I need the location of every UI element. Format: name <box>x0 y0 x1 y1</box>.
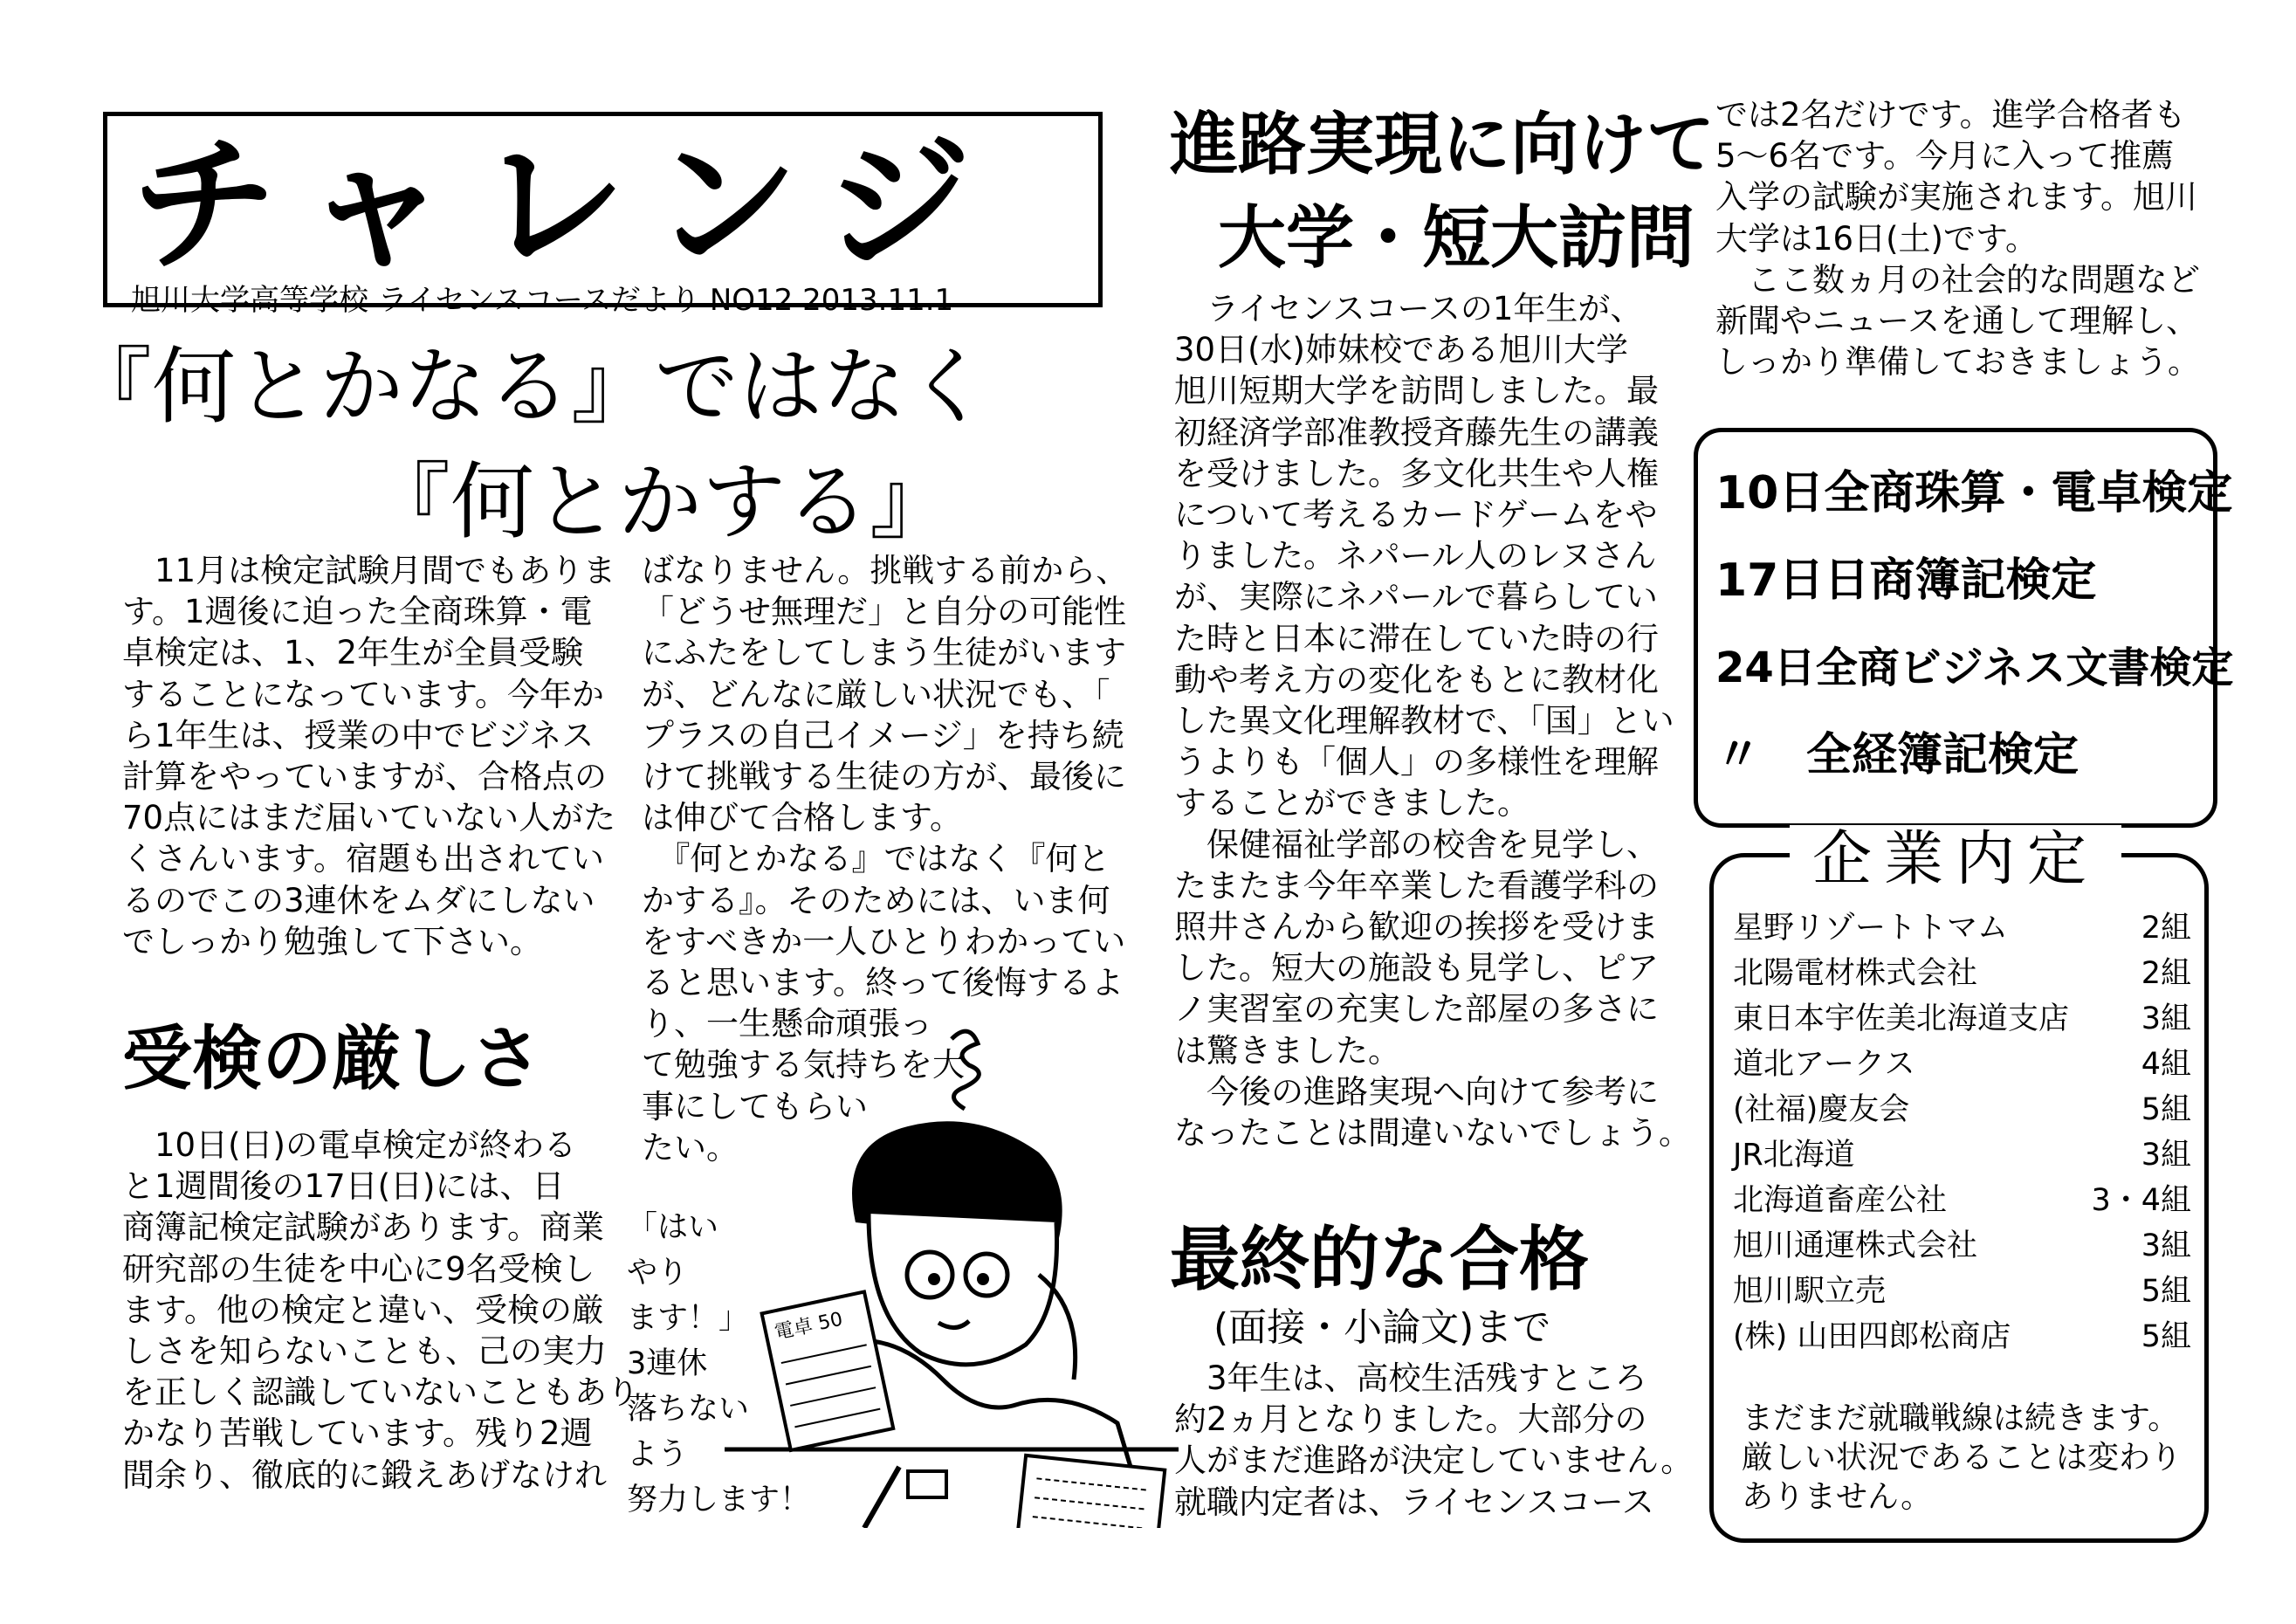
company-name: (社福)慶友会 <box>1733 1092 1910 1127</box>
company-row <box>1733 1090 2191 1130</box>
company-group: 2組 <box>2141 911 2191 946</box>
company-group: 3組 <box>2141 1001 2191 1036</box>
student-cartoon <box>725 1013 1179 1528</box>
company-group: 3・4組 <box>2091 1183 2191 1218</box>
column-3-heading-1: 進路実現に向けて <box>1170 106 1715 184</box>
column-1-body-2: 10日(日)の電卓検定が終わる と1週間後の17日(日)には、日 商簿記検定試験があります。商業 研究部の生徒を中心に9名受検し ます。他の検定と違い、受検の厳 しさを知らないことも、己の実力 を正しく認識していないこともあり かなり苦戦しています。残り2週 間余り、徹底的に鍛えあげなけれ <box>122 1126 639 1494</box>
company-group: 4組 <box>2141 1047 2191 1082</box>
company-name: 旭川駅立売 <box>1733 1274 1887 1309</box>
company-row <box>1733 1135 2191 1175</box>
company-group: 3組 <box>2141 1228 2191 1263</box>
company-group: 5組 <box>2141 1319 2191 1354</box>
company-row <box>1733 1317 2191 1357</box>
closing-note: まだまだ就職戦線は続きます。 厳しい状況であることは変わり ありません。 <box>1742 1400 2183 1515</box>
headline-line-2: 『何とかする』 <box>367 453 953 551</box>
schedule-item: 24日全商ビジネス文書検定 <box>1715 643 2234 692</box>
column-3-heading-3: 最終的な合格 <box>1170 1219 1589 1300</box>
company-group: 2組 <box>2141 956 2191 991</box>
speech-text: 「はい やり ます！」 3連休 落ちない よう 努力します！ <box>627 1210 811 1517</box>
company-row <box>1733 908 2191 948</box>
company-group: 5組 <box>2141 1092 2191 1127</box>
schedule-item: 17日日商簿記検定 <box>1715 554 2097 607</box>
column-2-body: ばなりません。挑戦する前から、 「どうせ無理だ」と自分の可能性 にふたをしてしまう生徒がいます が、どんなに厳しい状況でも、「 プラスの自己イメージ」を持ち続 けて挑戦する生徒の方が、最後に は伸びて合格します。 『何とかなる』ではなく『何と かする』。そのためには、いま何 をすべきか一人ひとりわかってい ると思います。終って後悔するよ り、一生懸命頑張っ て勉強する気持ちを大 事にしてもらい たい。 <box>642 552 1129 1166</box>
company-name: JR北海道 <box>1733 1138 1855 1173</box>
column-1-body: 11月は検定試験月間でもありま す。1週後に迫った全商珠算・電 卓検定は、1、2年生が全員受験 することになっています。今年か ら1年生は、授業の中でビジネス 計算をやっていますが、合格点の 70点にはまだ届いていない人がた くさんいます。宿題も出されてい るのでこの3連休をムダにしない でしっかり勉強して下さい。 <box>122 552 616 960</box>
column-3-body-2: 3年生は、高校生活残すところ 約2ヵ月となりました。大部分の 人がまだ進路が決定していません。 就職内定者は、ライセンスコース <box>1174 1359 1694 1521</box>
column-3-body: ライセンスコースの1年生が、 30日(水)姉妹校である旭川大学 旭川短期大学を訪問しました。最 初経済学部准教授斉藤先生の講義 を受けました。多文化共生や人権 について考えるカードゲームをや りました。ネパール人のレヌさん が、実際にネパールで暮らしてい た時と日本に滞在していた時の行 動や考え方の変化をもとに教材化 した異文化理解教材で、「国」とい うよりも「個人」の多様性を理解 することができました。 保健福祉学部の校舎を見学し、 たまたま今年卒業した看護学科の 照井さんから歓迎の挨拶を受けま した。短大の施設も見学し、ピア ノ実習室の充実した部屋の多さに は驚きました。 今後の進路実現へ向けて参考に なったことは間違いないでしょう。 <box>1174 290 1691 1153</box>
company-row <box>1733 1044 2191 1084</box>
company-name: 星野リゾートトマム <box>1733 911 2009 946</box>
column-3-heading-4: (面接・小論文)まで <box>1213 1305 1551 1350</box>
company-name: 北海道畜産公社 <box>1733 1183 1948 1218</box>
schedule-item: 〃 全経簿記検定 <box>1715 729 2079 781</box>
newsletter-subtitle: 旭川大学高等学校 ライセンスコースだより NO12 2013.11.1 <box>131 283 954 318</box>
column-1-heading: 受検の厳しさ <box>122 1018 541 1099</box>
schedule-item: 10日全商珠算・電卓検定 <box>1715 467 2233 520</box>
headline-line-1: 『何とかなる』ではなく <box>68 338 990 436</box>
company-row <box>1733 953 2191 994</box>
company-group: 3組 <box>2141 1138 2191 1173</box>
company-group: 5組 <box>2141 1274 2191 1309</box>
memo-label: 電卓 50 <box>773 1308 845 1345</box>
company-row <box>1733 1226 2191 1266</box>
newsletter-title: チャレンジ <box>131 120 1001 291</box>
column-3-heading-2: 大学・短大訪問 <box>1218 199 1695 278</box>
column-4-body: では2名だけです。進学合格者も 5～6名です。今月に入って推薦 入学の試験が実施されます。旭川 大学は16日(土)です。 ここ数ヵ月の社会的な問題など 新聞やニュースを通して理解し、 しっかり準備しておきましょう。 <box>1715 96 2200 382</box>
company-row <box>1733 999 2191 1039</box>
company-name: 旭川通運株式会社 <box>1733 1228 1978 1263</box>
company-name: 道北アークス <box>1733 1047 1915 1082</box>
company-name: 東日本宇佐美北海道支店 <box>1733 1001 2070 1036</box>
job-offers-title: 企業内定 <box>1790 825 2121 895</box>
company-name: 北陽電材株式会社 <box>1733 956 1978 991</box>
company-name: (株) 山田四郎松商店 <box>1733 1319 2011 1354</box>
company-row <box>1733 1180 2191 1221</box>
company-row <box>1733 1271 2191 1311</box>
